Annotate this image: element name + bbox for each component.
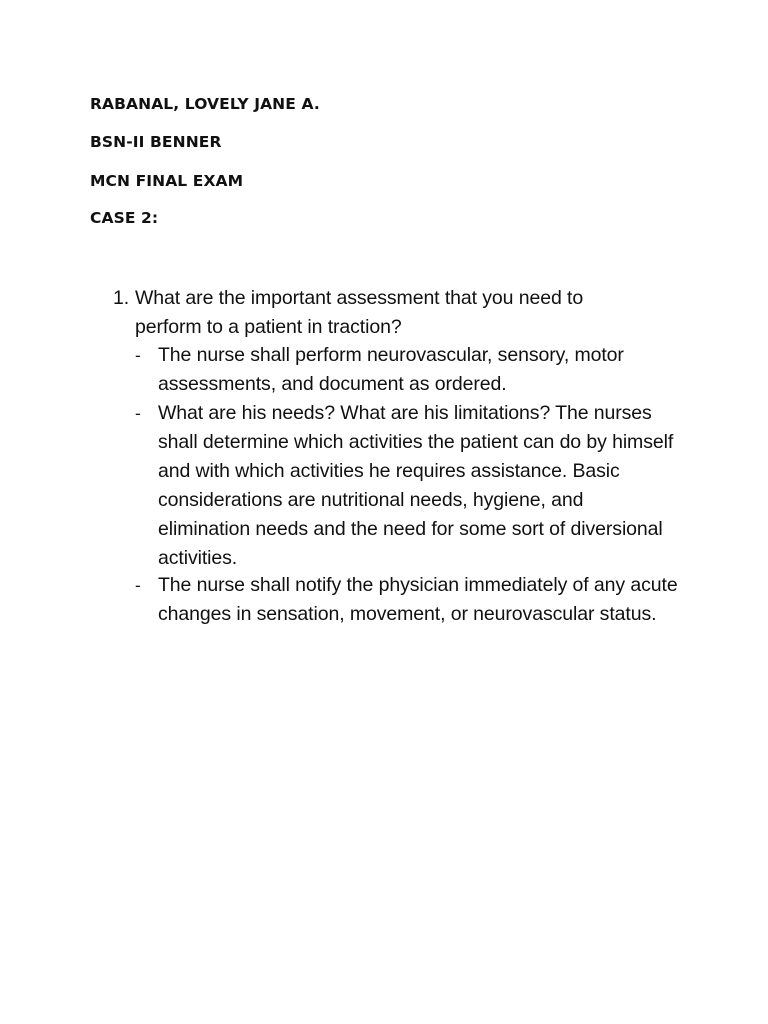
bullet-marker: - [135, 576, 141, 595]
question-number: 1. [113, 287, 130, 309]
bullet-marker: - [135, 346, 141, 365]
case-label: CASE 2: [90, 209, 159, 227]
bullet-marker: - [135, 404, 141, 423]
bullet-text: What are his needs? What are his limitations? The nurses shall determine which activities the patient can do by himself and with which activities he requires assistance. Basic considerations are nutritional needs, hygiene, and elimination needs and the need for some sort of diversional activities. [158, 402, 674, 569]
exam-title: MCN FINAL EXAM [90, 172, 244, 190]
question-text: What are the important assessment that you need to perform to a patient in traction? [135, 287, 584, 338]
bullet-text: The nurse shall notify the physician immediately of any acute changes in sensation, movement, or neurovascular status. [158, 574, 678, 625]
course-section: BSN-II BENNER [90, 133, 222, 151]
bullet-text: The nurse shall perform neurovascular, sensory, motor assessments, and document as ordered. [158, 344, 624, 395]
student-name: RABANAL, LOVELY JANE A. [90, 95, 320, 113]
